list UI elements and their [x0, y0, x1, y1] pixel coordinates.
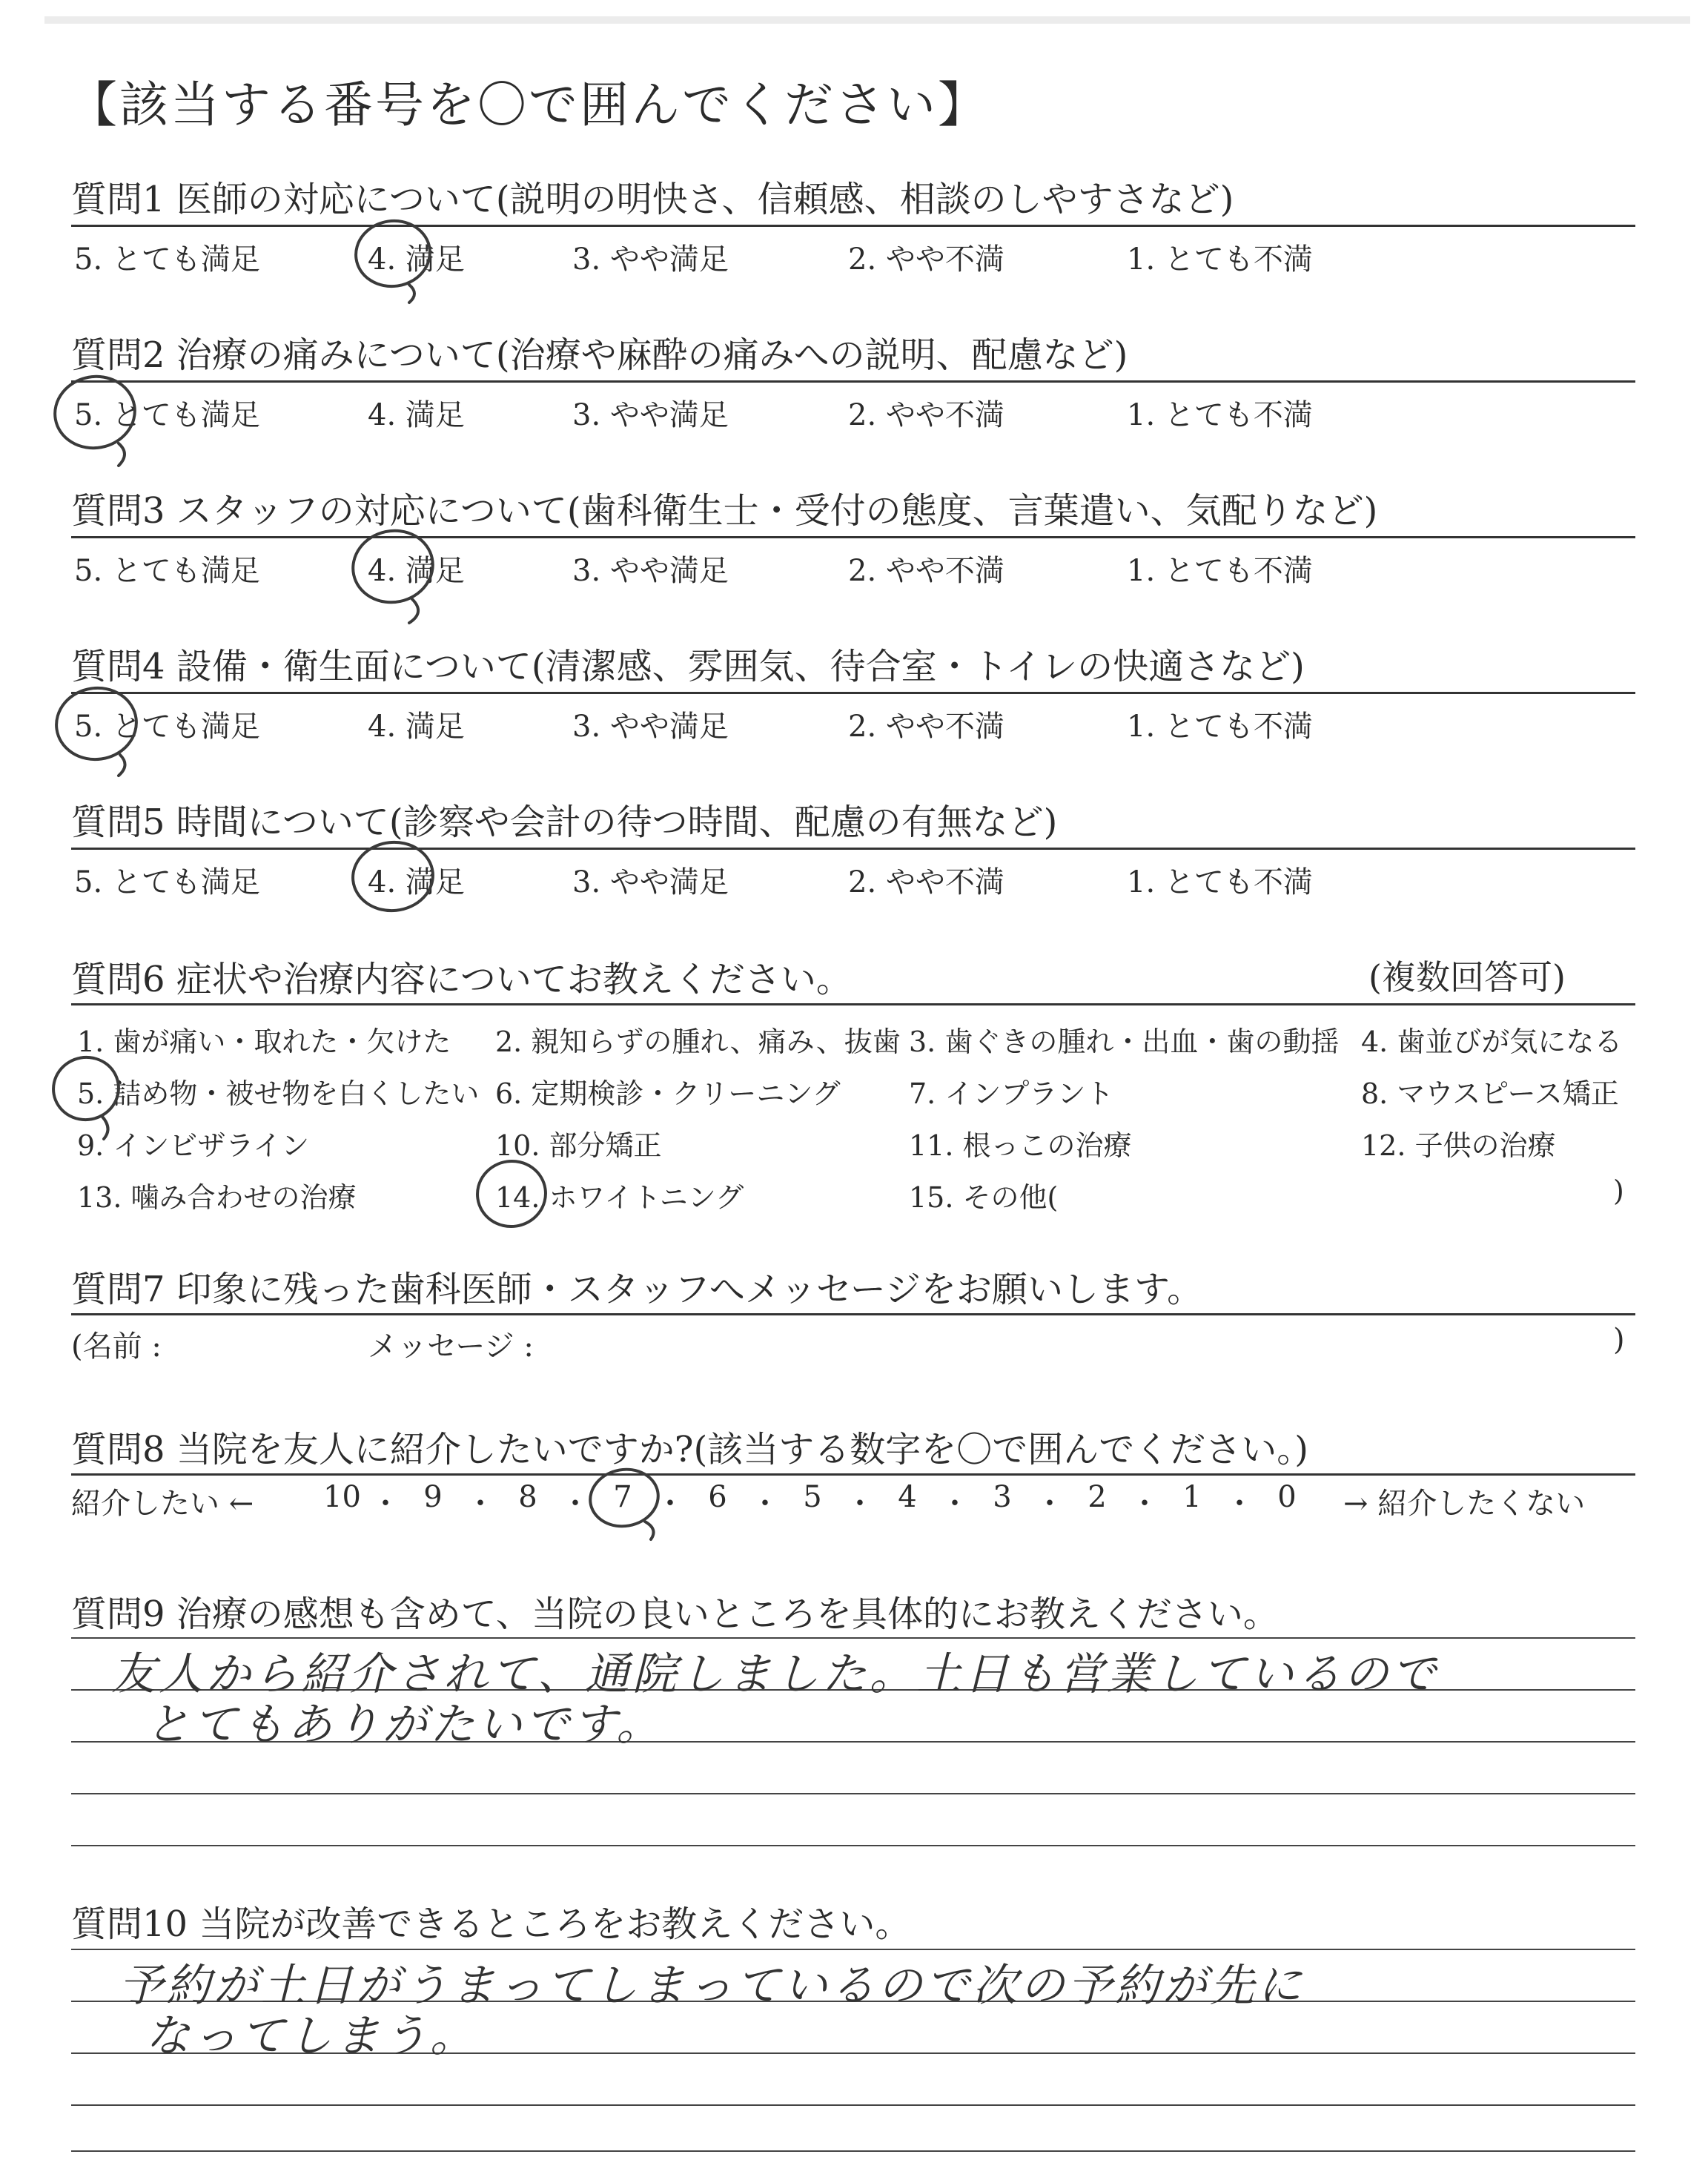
- question-3-label: 質問3 スタッフの対応について(歯科衛生士・受付の態度、言葉遣い、気配りなど): [71, 490, 1378, 532]
- q4-option-4[interactable]: 4. 満足: [368, 710, 465, 744]
- q6-item-12[interactable]: 12. 子供の治療: [1361, 1129, 1556, 1162]
- question-9-label: 質問9 治療の感想も含めて、当院の良いところを具体的にお教えください。: [71, 1593, 1279, 1635]
- q3-option-4[interactable]: 4. 満足: [368, 554, 465, 588]
- q10-writing-line-4: [71, 2104, 1635, 2106]
- q8-left-label: 紹介したい ←: [71, 1487, 254, 1521]
- q6-item-3[interactable]: 3. 歯ぐきの腫れ・出血・歯の動揺: [909, 1025, 1340, 1058]
- q2-option-3[interactable]: 3. やや満足: [572, 398, 729, 432]
- q3-option-5[interactable]: 5. とても満足: [74, 554, 260, 588]
- q2-option-2[interactable]: 2. やや不満: [848, 398, 1004, 432]
- q8-scale-separator: ・: [560, 1487, 590, 1521]
- question-5-rule: [71, 848, 1635, 850]
- q4-option-2[interactable]: 2. やや不満: [848, 710, 1004, 744]
- q6-item-1[interactable]: 1. 歯が痛い・取れた・欠けた: [77, 1025, 451, 1058]
- q1-option-2[interactable]: 2. やや不満: [848, 242, 1004, 277]
- q6-item-8[interactable]: 8. マウスピース矯正: [1361, 1077, 1619, 1110]
- q1-selection-tail: [409, 285, 414, 303]
- q8-scale-value-7[interactable]: 7: [613, 1480, 632, 1514]
- question-2-rule: [71, 380, 1635, 383]
- q4-option-1[interactable]: 1. とても不満: [1127, 710, 1313, 744]
- q8-scale-value-3[interactable]: 3: [993, 1480, 1012, 1514]
- q2-option-1[interactable]: 1. とても不満: [1127, 398, 1313, 432]
- q6-item-9[interactable]: 9. インビザライン: [77, 1129, 310, 1162]
- q8-scale-separator: ・: [940, 1487, 970, 1521]
- q1-option-1[interactable]: 1. とても不満: [1127, 242, 1313, 277]
- q5-option-1[interactable]: 1. とても不満: [1127, 865, 1313, 899]
- q7-close-paren: ): [1613, 1323, 1625, 1357]
- q6-item-2[interactable]: 2. 親知らずの腫れ、痛み、抜歯: [495, 1025, 901, 1058]
- q8-scale-separator: ・: [1225, 1487, 1254, 1521]
- question-1-rule: [71, 225, 1635, 227]
- q8-scale-value-9[interactable]: 9: [423, 1480, 443, 1514]
- q8-scale-value-4[interactable]: 4: [898, 1480, 917, 1514]
- q9-handwritten-answer-line-1: 友人から紹介されて、通院しました。土日も営業しているので: [111, 1648, 1439, 1700]
- q7-message-label: メッセージ :: [368, 1330, 534, 1364]
- q5-option-5[interactable]: 5. とても満足: [74, 865, 260, 899]
- question-2-label: 質問2 治療の痛みについて(治療や麻酔の痛みへの説明、配慮など): [71, 334, 1128, 376]
- q3-option-2[interactable]: 2. やや不満: [848, 554, 1004, 588]
- question-7-rule: [71, 1313, 1635, 1315]
- q8-scale-value-8[interactable]: 8: [518, 1480, 537, 1514]
- q8-scale-separator: ・: [655, 1487, 685, 1521]
- question-5-label: 質問5 時間について(診察や会計の待つ時間、配慮の有無など): [71, 802, 1058, 843]
- q8-scale-value-1[interactable]: 1: [1182, 1480, 1202, 1514]
- q4-option-5[interactable]: 5. とても満足: [74, 710, 260, 744]
- q10-handwritten-answer-line-1: 予約が土日がうまってしまっているので次の予約が先に: [119, 1960, 1305, 2012]
- q1-option-4[interactable]: 4. 満足: [368, 242, 465, 277]
- question-8-label: 質問8 当院を友人に紹介したいですか?(該当する数字を〇で囲んでください。): [71, 1429, 1308, 1470]
- q1-option-5[interactable]: 5. とても満足: [74, 242, 260, 277]
- q3-option-3[interactable]: 3. やや満足: [572, 554, 729, 588]
- question-4-rule: [71, 692, 1635, 694]
- q5-option-3[interactable]: 3. やや満足: [572, 865, 729, 899]
- q8-scale-value-6[interactable]: 6: [708, 1480, 727, 1514]
- question-3-rule: [71, 536, 1635, 538]
- q8-selection-tail: [645, 1522, 654, 1539]
- q2-option-4[interactable]: 4. 満足: [368, 398, 465, 432]
- q8-scale-separator: ・: [845, 1487, 875, 1521]
- q6-item-6[interactable]: 6. 定期検診・クリーニング: [495, 1077, 841, 1110]
- question-1-label: 質問1 医師の対応について(説明の明快さ、信頼感、相談のしやすさなど): [71, 179, 1234, 220]
- q6-item-15-close: ): [1613, 1175, 1624, 1207]
- q8-scale-value-0[interactable]: 0: [1277, 1480, 1297, 1514]
- q8-scale-separator: ・: [1130, 1487, 1159, 1521]
- q8-scale-value-2[interactable]: 2: [1088, 1480, 1107, 1514]
- question-6-label: 質問6 症状や治療内容についてお教えください。: [71, 959, 852, 1000]
- q8-scale-separator: ・: [371, 1487, 400, 1521]
- q1-option-3[interactable]: 3. やや満足: [572, 242, 729, 277]
- scan-top-edge: [44, 16, 1690, 24]
- question-10-label: 質問10 当院が改善できるところをお教えください。: [71, 1903, 911, 1945]
- form-title: 【該当する番号を〇で囲んでください】: [68, 76, 989, 133]
- question-7-label: 質問7 印象に残った歯科医師・スタッフへメッセージをお願いします。: [71, 1269, 1203, 1310]
- q8-scale-value-5[interactable]: 5: [803, 1480, 822, 1514]
- q8-scale-separator: ・: [750, 1487, 780, 1521]
- q8-scale-separator: ・: [1035, 1487, 1065, 1521]
- q2-option-5[interactable]: 5. とても満足: [74, 398, 260, 432]
- q6-item-7[interactable]: 7. インプラント: [909, 1077, 1114, 1110]
- q5-option-4[interactable]: 4. 満足: [368, 865, 465, 899]
- q4-selection-tail: [119, 755, 125, 776]
- q10-handwritten-answer-line-2: なってしまう。: [145, 2010, 477, 2062]
- q6-item-13[interactable]: 13. 噛み合わせの治療: [77, 1181, 357, 1214]
- question-8-rule: [71, 1473, 1635, 1476]
- q8-scale-separator: ・: [466, 1487, 495, 1521]
- question-6-rule: [71, 1003, 1635, 1005]
- q3-option-1[interactable]: 1. とても不満: [1127, 554, 1313, 588]
- q9-writing-line-4: [71, 1793, 1635, 1794]
- q6-item-10[interactable]: 10. 部分矯正: [495, 1129, 662, 1162]
- q10-writing-line-5: [71, 2150, 1635, 2152]
- q6-item-15[interactable]: 15. その他(: [909, 1181, 1059, 1214]
- q8-right-label: → 紹介したくない: [1343, 1487, 1586, 1521]
- q6-item-5[interactable]: 5. 詰め物・被せ物を白くしたい: [77, 1077, 480, 1110]
- q2-selection-tail: [119, 443, 125, 466]
- q3-selection-tail: [409, 599, 418, 623]
- q5-option-2[interactable]: 2. やや不満: [848, 865, 1004, 899]
- q9-handwritten-answer-line-2: とてもありがたいです。: [145, 1699, 664, 1751]
- q7-name-label: (名前 :: [71, 1330, 162, 1364]
- q6-item-11[interactable]: 11. 根っこの治療: [909, 1129, 1132, 1162]
- question-6-multi-note: (複数回答可): [1368, 957, 1566, 997]
- q6-item-14[interactable]: 14. ホワイトニング: [495, 1181, 744, 1214]
- q9-writing-line-5: [71, 1845, 1635, 1846]
- q4-option-3[interactable]: 3. やや満足: [572, 710, 729, 744]
- q8-scale-value-10[interactable]: 10: [323, 1480, 361, 1514]
- q6-item-4[interactable]: 4. 歯並びが気になる: [1361, 1025, 1623, 1058]
- question-4-label: 質問4 設備・衛生面について(清潔感、雰囲気、待合室・トイレの快適さなど): [71, 646, 1305, 687]
